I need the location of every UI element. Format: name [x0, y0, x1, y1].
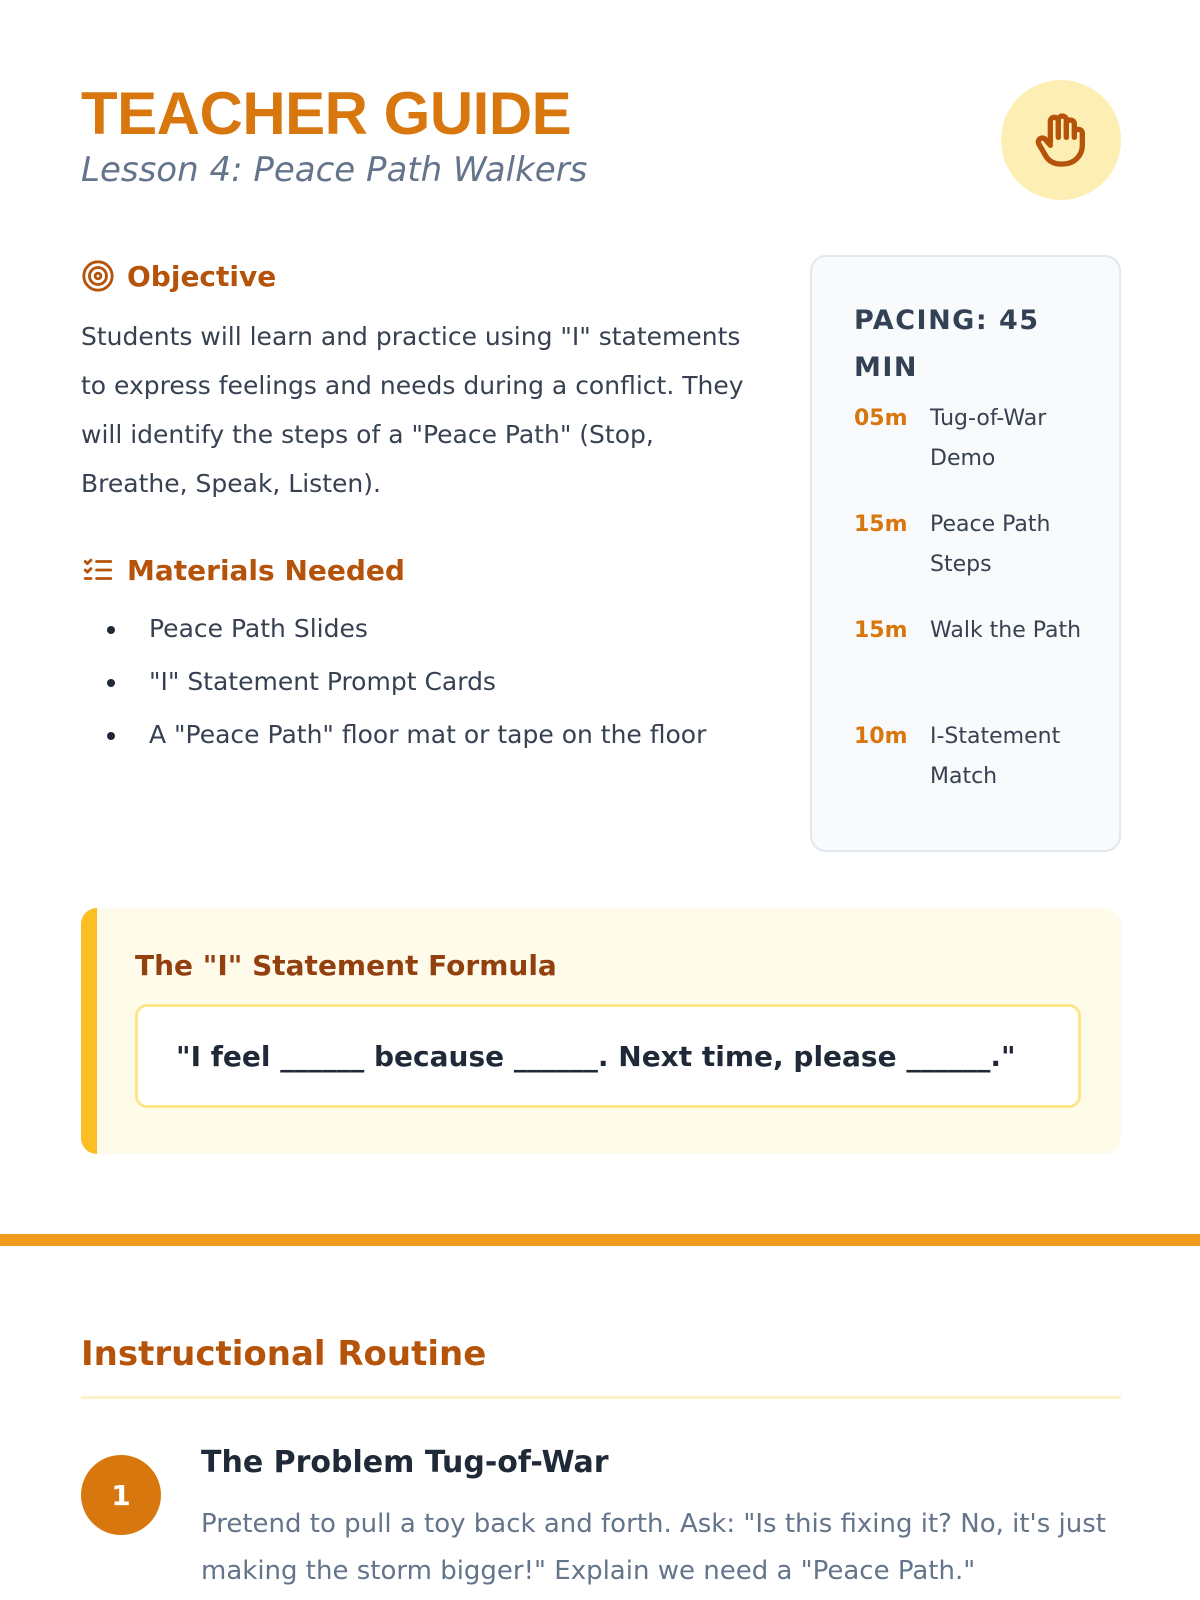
pacing-time: 10m	[854, 724, 908, 749]
pacing-list	[854, 399, 1085, 823]
pacing-row	[854, 399, 1085, 505]
pacing-activity: Walk the Path	[930, 618, 1082, 643]
formula-title: The "I" Statement Formula	[135, 949, 557, 982]
pacing-title: PACING: 45 MIN	[854, 305, 1040, 383]
materials-list	[81, 610, 761, 769]
pacing-time: 15m	[854, 512, 908, 537]
step-title: The Problem Tug-of-War	[201, 1445, 609, 1480]
pacing-activity: Peace Path Steps	[930, 512, 1051, 577]
routine-title: Instructional Routine	[81, 1334, 487, 1374]
hand-badge	[1001, 80, 1121, 200]
pacing-time: 05m	[854, 406, 908, 431]
routine-underline	[81, 1396, 1121, 1399]
materials-heading-label: Materials Needed	[127, 553, 405, 587]
pacing-activity: I-Statement Match	[930, 724, 1061, 789]
instructional-routine	[81, 1332, 1121, 1595]
step-description: Pretend to pull a toy back and forth. Ask: "Is this fixing it? No, it's just making the storm bigger!" Explain we need a "Peace Path."	[201, 1509, 1106, 1586]
formula-text: "I feel ______ because ______. Next time, please ______."	[176, 1039, 1016, 1073]
materials-heading	[81, 552, 761, 588]
target-icon	[81, 259, 115, 293]
page-header	[81, 80, 1121, 200]
list-item: Peace Path Slides	[81, 610, 761, 663]
checklist-icon	[81, 553, 115, 587]
objective-text: Students will learn and practice using "I" statements to express feelings and needs during a conflict. They will identify the steps of a "Peace Path" (Stop, Breathe, Speak, Listen).	[81, 322, 744, 498]
step-number-badge: 1	[81, 1455, 161, 1535]
pacing-activity: Tug-of-War Demo	[930, 406, 1047, 471]
routine-step	[81, 1443, 1121, 1595]
page-title: TEACHER GUIDE	[81, 80, 572, 147]
formula-callout	[81, 908, 1121, 1154]
pacing-row	[854, 505, 1085, 611]
section-divider	[0, 1234, 1200, 1246]
lesson-subtitle: Lesson 4: Peace Path Walkers	[81, 150, 588, 190]
pacing-row	[854, 611, 1085, 717]
hand-icon	[1029, 108, 1093, 172]
list-item: A "Peace Path" floor mat or tape on the floor	[81, 716, 761, 769]
list-item: "I" Statement Prompt Cards	[81, 663, 761, 716]
pacing-time: 15m	[854, 618, 908, 643]
pacing-card	[810, 255, 1121, 852]
pacing-row	[854, 717, 1085, 823]
objective-heading-label: Objective	[127, 259, 277, 293]
lesson-overview	[81, 258, 761, 769]
objective-heading	[81, 258, 761, 294]
formula-template-box	[135, 1004, 1081, 1108]
